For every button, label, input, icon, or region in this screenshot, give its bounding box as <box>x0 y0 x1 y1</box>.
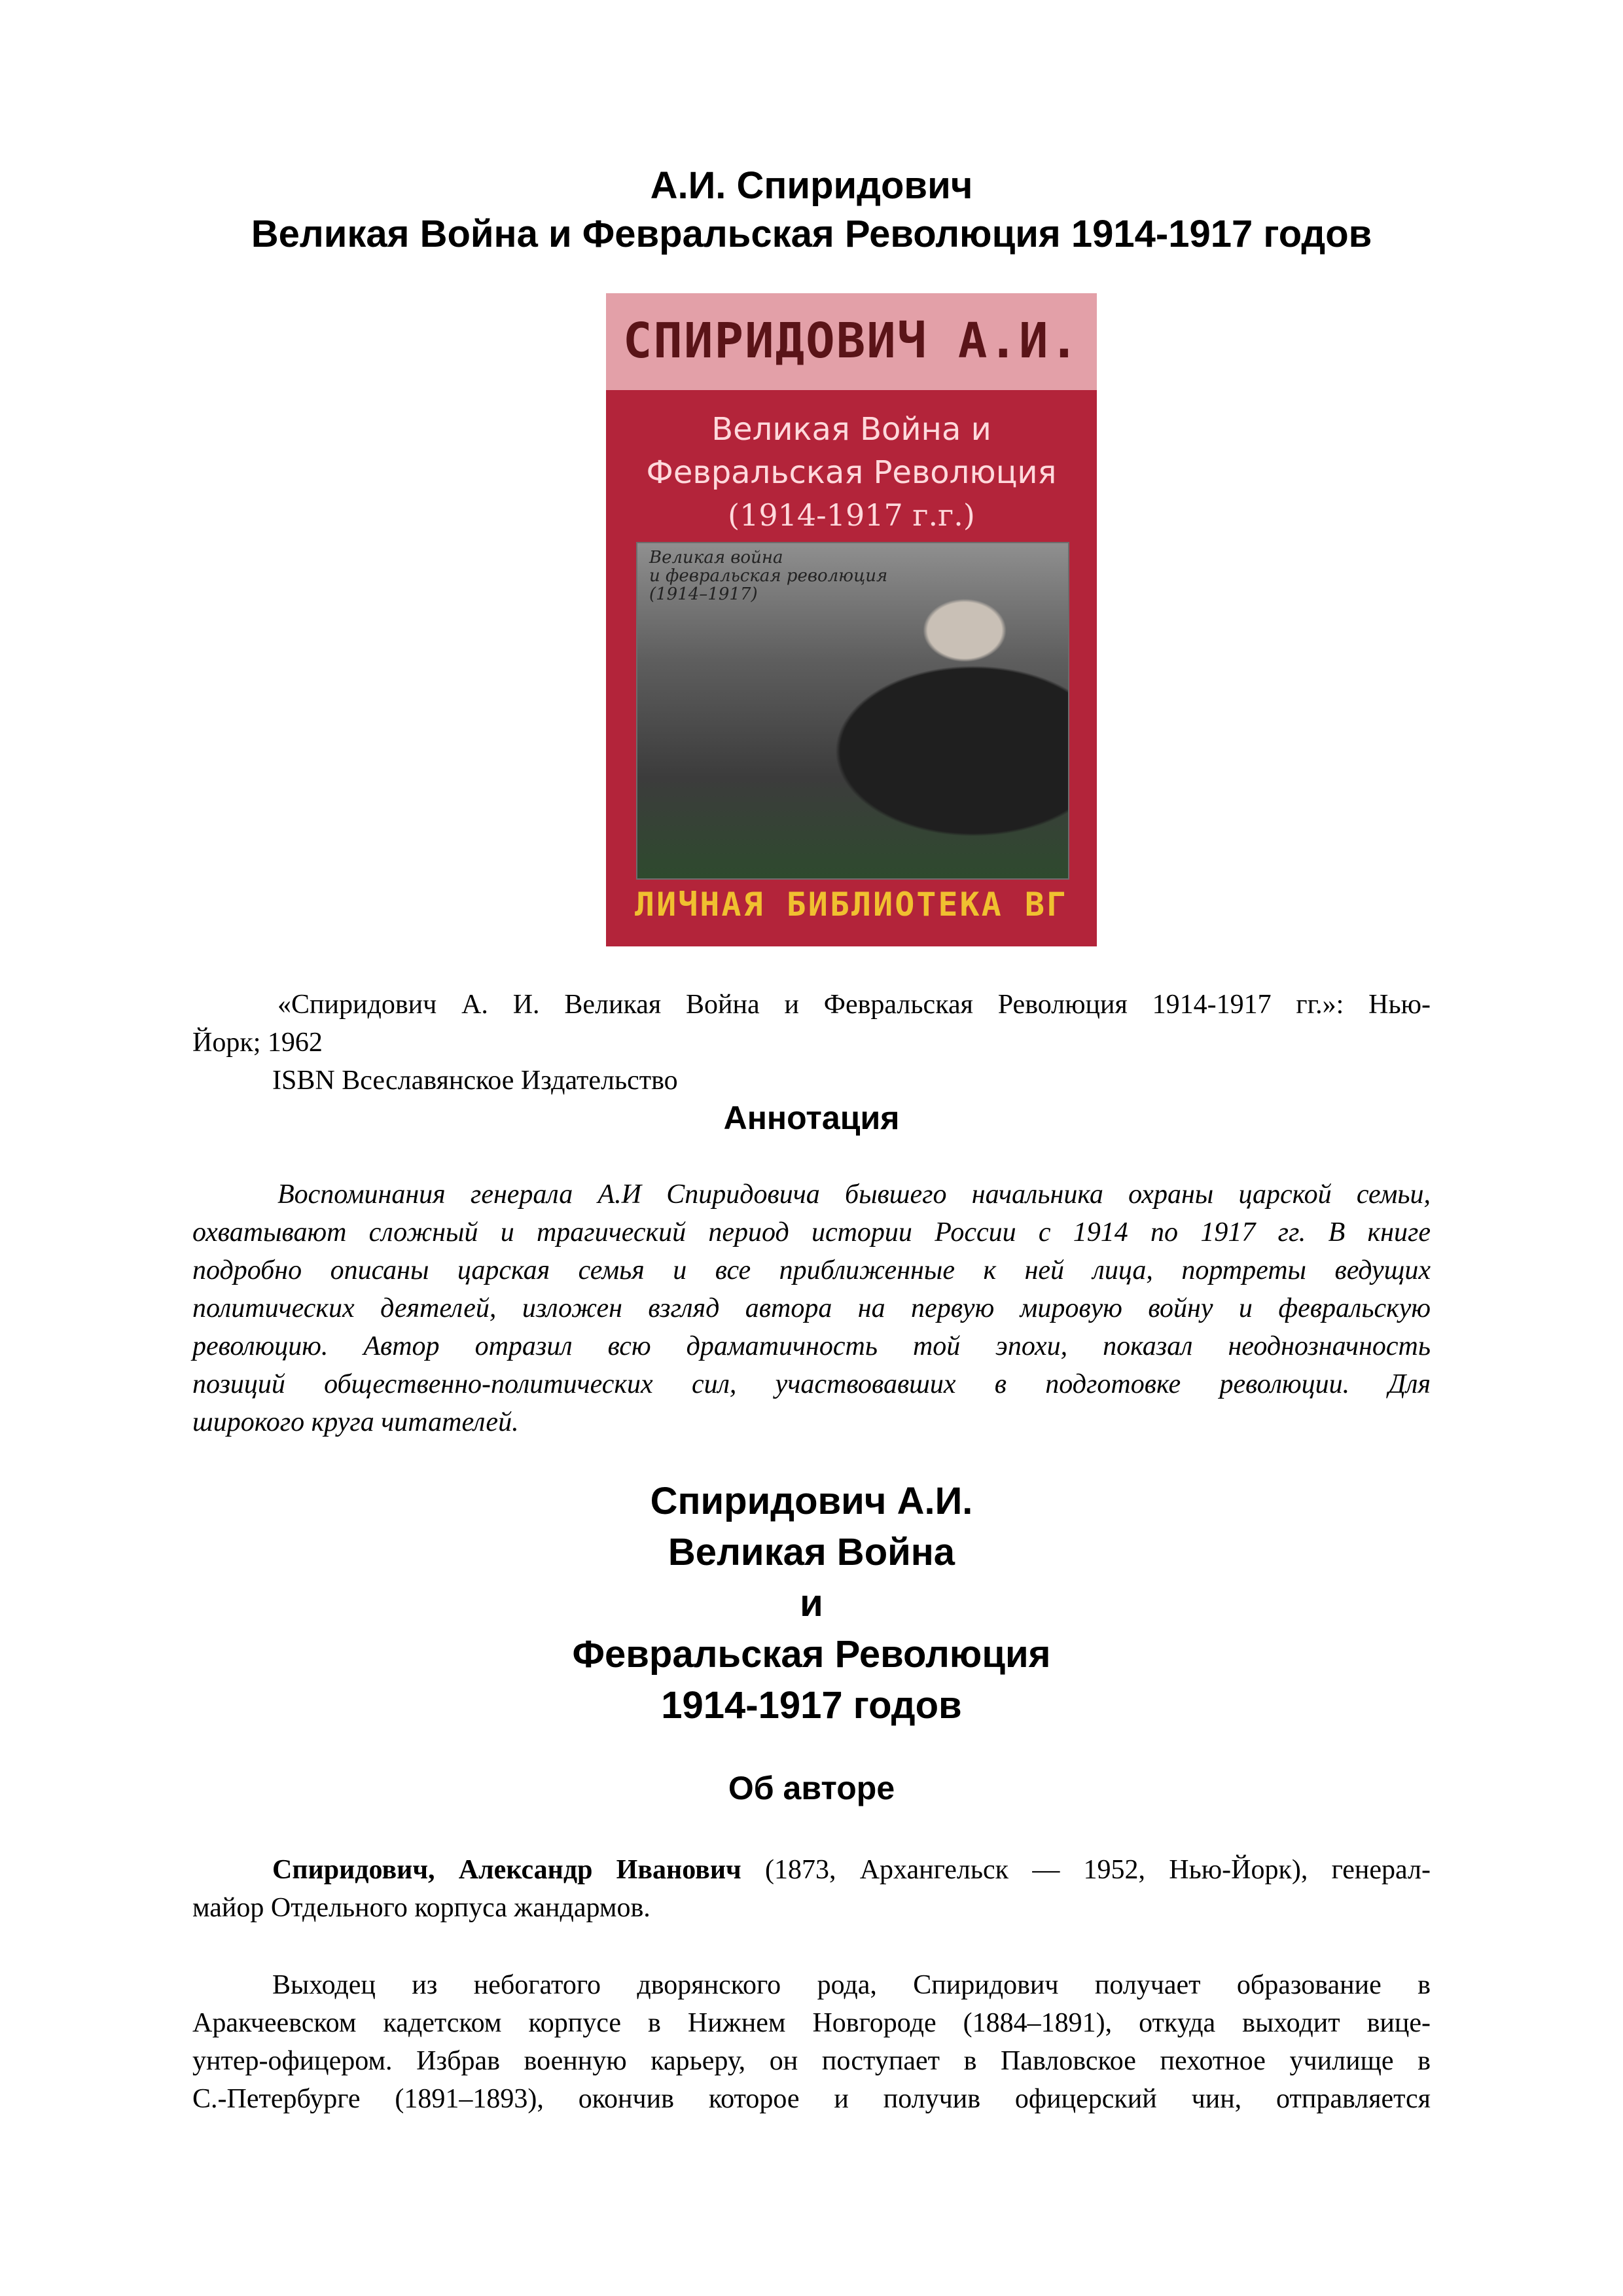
publication-line: Йорк; 1962 <box>192 1028 323 1058</box>
about-paragraph-2-line: унтер-офицером. Избрав военную карьеру, он поступает в Павловское пехотное училище в <box>192 2046 1431 2076</box>
author-name: Спиридович, Александр Иванович <box>272 1855 741 1885</box>
annotation-line: политических деятелей, изложен взгляд автора на первую мировую войну и февральскую <box>192 1293 1431 1323</box>
main-title-line: и <box>800 1582 823 1624</box>
about-paragraph-2-line: Аракчеевском кадетском корпусе в Нижнем Новгороде (1884–1891), откуда выходит вице- <box>192 2008 1431 2038</box>
about-paragraph-1-line: майор Отдельного корпуса жандармов. <box>192 1893 651 1923</box>
about-paragraph-1-line <box>192 1851 1431 1889</box>
book-cover-image <box>606 293 1097 946</box>
main-title-line: 1914-1917 годов <box>661 1684 962 1727</box>
cover-series: ЛИЧНАЯ БИБЛИОТЕКА ВГ <box>634 886 1069 924</box>
page-author: А.И. Спиридович <box>650 164 973 207</box>
author-dates: (1873, Архангельск — 1952, Нью-Йорк), генерал- <box>741 1855 1431 1885</box>
main-title-line: Февральская Революция <box>572 1633 1051 1676</box>
annotation-line: охватывают сложный и трагический период истории России с 1914 по 1917 гг. В книге <box>192 1217 1431 1247</box>
publication-line: «Спиридович А. И. Великая Война и Февральская Революция 1914-1917 гг.»: Нью- <box>277 990 1431 1020</box>
cover-photo-caption-line: и февральская революция <box>649 566 888 586</box>
main-title-line: Великая Война <box>668 1531 955 1573</box>
cover-title-line2: Февральская Революция <box>646 454 1057 491</box>
annotation-line: подробно описаны царская семья и все приближенные к ней лица, портреты ведущих <box>192 1255 1431 1285</box>
cover-years: (1914-1917 г.г.) <box>728 497 975 533</box>
cover-author: СПИРИДОВИЧ А.И. <box>622 313 1080 369</box>
main-title-line: Спиридович А.И. <box>650 1480 973 1522</box>
annotation-line: широкого круга читателей. <box>192 1407 519 1437</box>
cover-photo <box>636 542 1069 880</box>
cover-photo-caption <box>649 548 887 603</box>
about-heading: Об авторе <box>728 1770 895 1806</box>
annotation-line: Воспоминания генерала А.И Спиридовича бывшего начальника охраны царской семьи, <box>277 1179 1431 1210</box>
page-title: Великая Война и Февральская Революция 1914-1917 годов <box>251 213 1372 255</box>
cover-photo-caption-line: (1914–1917) <box>649 584 758 604</box>
annotation-line: позиций общественно-политических сил, участвовавших в подготовке революции. Для <box>192 1369 1431 1399</box>
about-paragraph-2-line: Выходец из небогатого дворянского рода, Спиридович получает образование в <box>272 1970 1431 2000</box>
cover-title-line1: Великая Война и <box>711 411 991 448</box>
isbn-line: ISBN Всеславянское Издательство <box>272 1066 678 1096</box>
annotation-heading: Аннотация <box>723 1100 900 1136</box>
about-paragraph-2-line: С.-Петербурге (1891–1893), окончив которое и получив офицерский чин, отправляется <box>192 2084 1431 2114</box>
annotation-line: революцию. Автор отразил всю драматичность той эпохи, показал неоднозначность <box>192 1331 1431 1361</box>
cover-photo-caption-line: Великая война <box>649 548 783 567</box>
